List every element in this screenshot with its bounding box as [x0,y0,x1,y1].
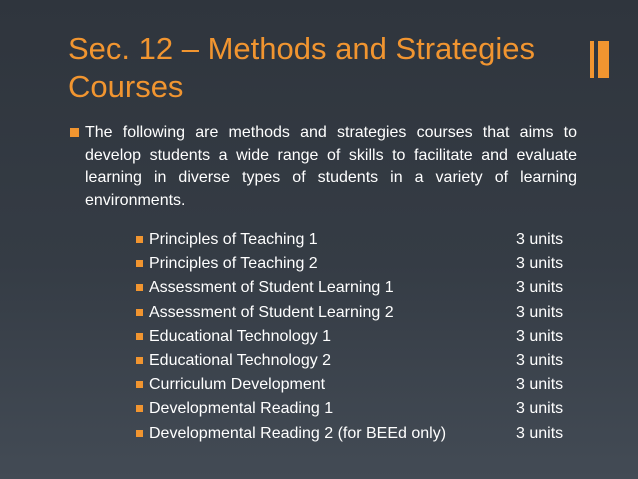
square-bullet-icon [136,381,143,388]
course-units: 3 units [516,255,564,273]
square-bullet-icon [136,405,143,412]
course-name: Educational Technology 2 [149,351,332,369]
course-units: 3 units [516,303,564,321]
course-name: Principles of Teaching 1 [149,231,318,248]
course-name: Assessment of Student Learning 1 [149,279,394,297]
course-name: Educational Technology 1 [149,327,332,345]
course-item [136,398,576,422]
course-units: 3 units [516,351,564,369]
course-name: Assessment of Student Learning 2 [149,303,394,321]
intro-text: The following are methods and strategies courses that aims to develop students a wide range of skills to facilitate and evaluate learning in diverse types of students in a variety of learning environments. [85,124,577,209]
square-bullet-icon [136,284,143,291]
course-item [136,350,576,374]
square-bullet-icon [136,309,143,316]
slide-title-line-1: Sec. 12 – Methods and Strategies [68,31,536,66]
title-accent-bar-thin [590,41,594,78]
course-units: 3 units [516,424,564,442]
square-bullet-icon [70,128,79,137]
square-bullet-icon [136,333,143,340]
course-name: Curriculum Development [149,376,326,394]
square-bullet-icon [136,260,143,267]
intro-paragraph [70,122,577,212]
course-name: Principles of Teaching 2 [149,255,318,273]
course-list [136,229,576,447]
course-name: Developmental Reading 2 (for BEEd only) [149,424,447,442]
slide-title-line-2: Courses [68,69,184,104]
course-item [136,423,576,447]
course-item [136,229,576,253]
square-bullet-icon [136,236,143,243]
course-item [136,326,576,350]
course-units: 3 units [516,279,564,297]
course-units: 3 units [516,376,564,394]
course-item [136,277,576,301]
course-item [136,302,576,326]
course-units: 3 units [516,327,564,345]
title-accent-bar-thick [598,41,609,78]
course-item [136,374,576,398]
course-name: Developmental Reading 1 [149,400,334,418]
course-item [136,253,576,277]
course-units: 3 units [516,231,564,248]
square-bullet-icon [136,357,143,364]
slide-title [68,30,568,106]
square-bullet-icon [136,430,143,437]
course-units: 3 units [516,400,564,418]
